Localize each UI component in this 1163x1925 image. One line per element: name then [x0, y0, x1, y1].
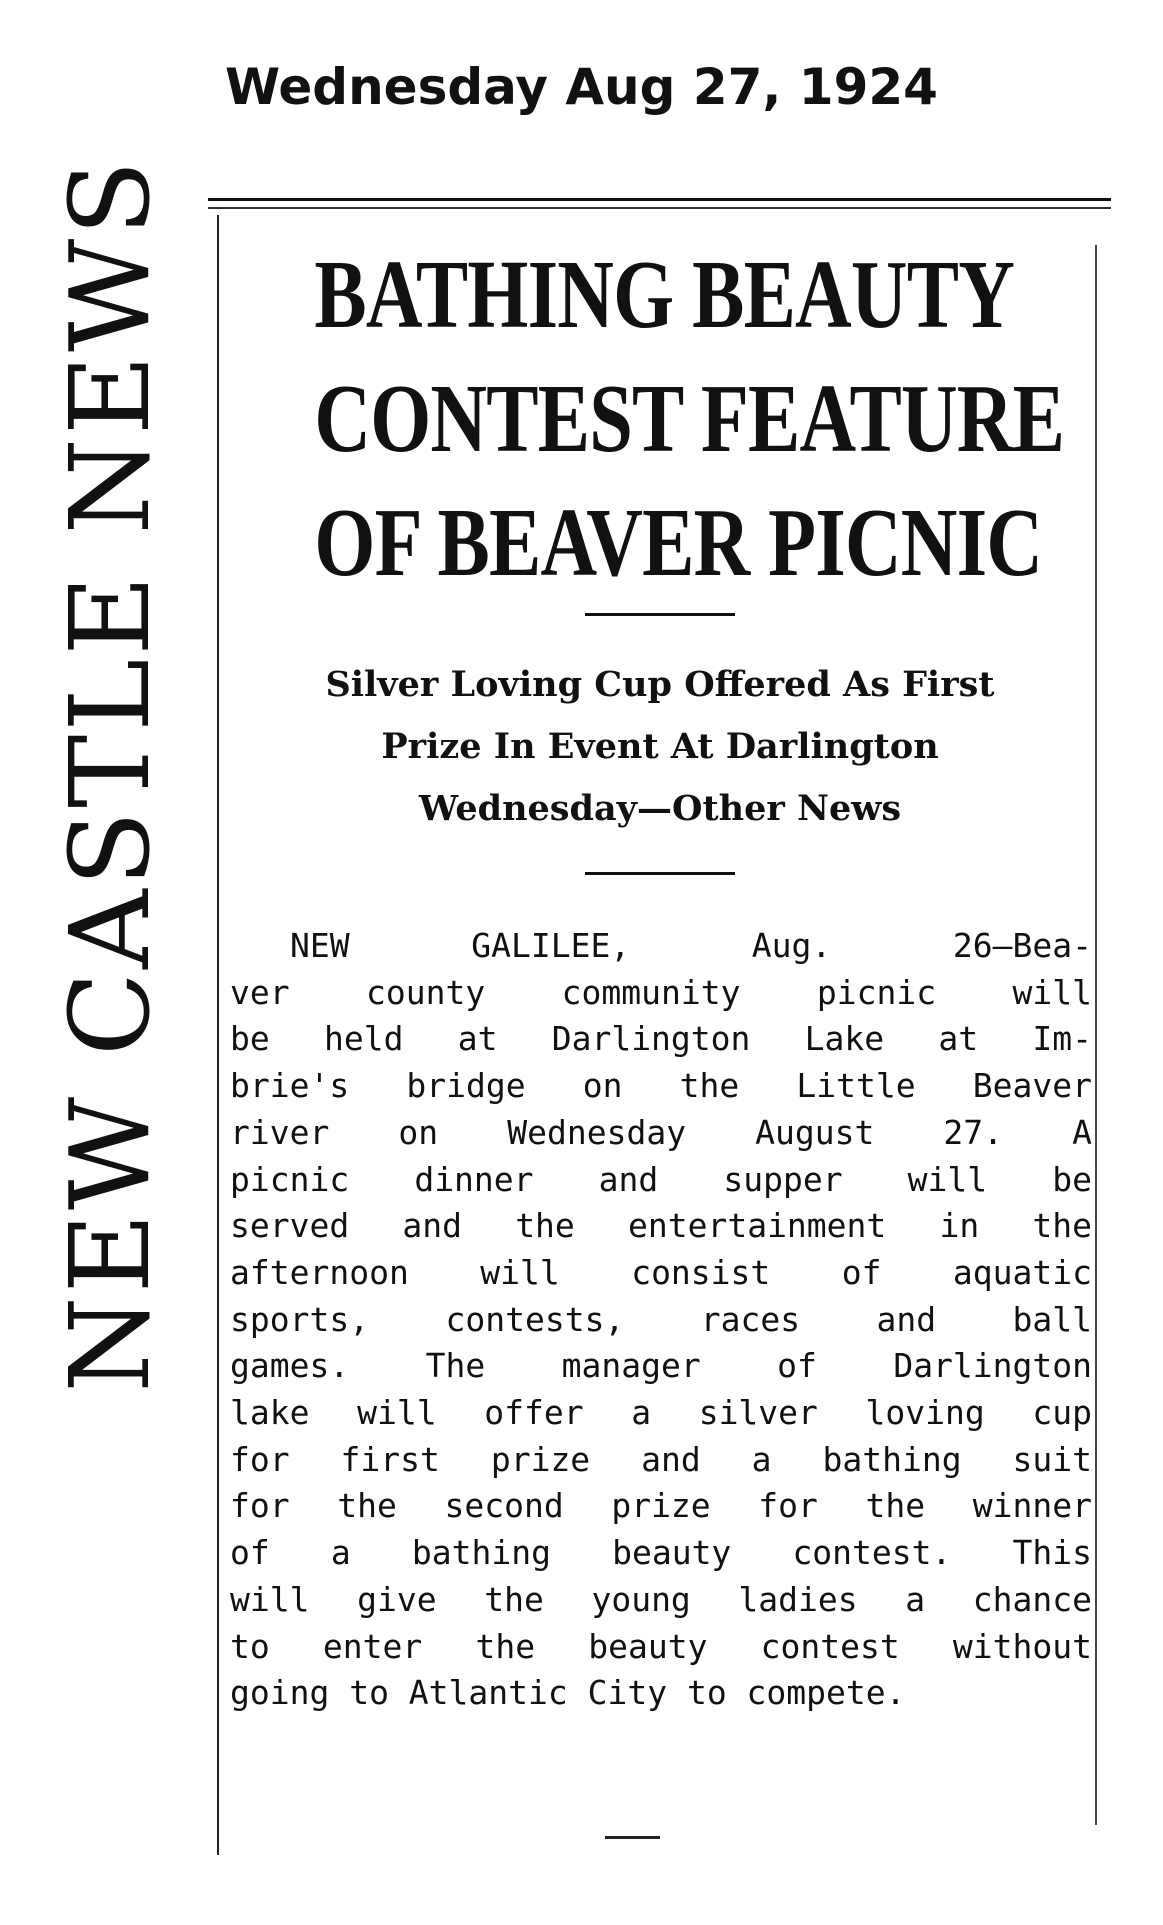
top-rule	[208, 198, 1111, 201]
subhead-line-3: Wednesday—Other News	[418, 788, 902, 829]
body-line: ver county community picnic will	[230, 972, 1092, 1012]
body-line: river on Wednesday August 27. A	[230, 1112, 1092, 1152]
article-body	[228, 923, 1092, 1717]
newspaper-masthead	[40, 60, 180, 1490]
body-line: afternoon will consist of aquatic	[230, 1252, 1092, 1292]
body-line: sports, contests, races and ball	[230, 1299, 1092, 1339]
article-subhead	[228, 654, 1092, 840]
publication-date: Wednesday Aug 27, 1924	[225, 58, 938, 116]
body-line: served and the entertainment in the	[230, 1206, 1092, 1246]
body-line: games. The manager of Darlington	[230, 1346, 1092, 1386]
column-rule-left	[217, 215, 219, 1855]
body-line: be held at Darlington Lake at Im-	[230, 1019, 1092, 1059]
body-line: will give the young ladies a chance	[230, 1579, 1092, 1619]
article-end-mark	[605, 1836, 660, 1839]
body-line: brie's bridge on the Little Beaver	[230, 1066, 1092, 1106]
news-article	[228, 215, 1092, 1717]
body-line: for the second prize for the winner	[230, 1486, 1092, 1526]
top-rule-secondary	[208, 207, 1111, 209]
body-line: of a bathing beauty contest. This	[230, 1533, 1092, 1573]
body-line: to enter the beauty contest without	[230, 1626, 1092, 1666]
subhead-divider	[585, 872, 735, 875]
column-rule-right	[1095, 245, 1097, 1825]
headline-divider	[585, 613, 735, 616]
article-headline	[314, 233, 1065, 605]
headline-line-1: BATHING BEAUTY	[314, 241, 1015, 349]
masthead-title: NEW CASTLE NEWS	[46, 157, 174, 1393]
body-line: picnic dinner and supper will be	[230, 1159, 1092, 1199]
body-line: for first prize and a bathing suit	[230, 1439, 1092, 1479]
body-line: lake will offer a silver loving cup	[230, 1393, 1092, 1433]
headline-line-2: CONTEST FEATURE	[314, 365, 1065, 473]
headline-line-3: OF BEAVER PICNIC	[314, 489, 1043, 597]
body-line: going to Atlantic City to compete.	[230, 1673, 906, 1713]
subhead-line-1: Silver Loving Cup Offered As First	[325, 664, 995, 705]
body-line: NEW GALILEE, Aug. 26—Bea-	[290, 926, 1092, 965]
subhead-line-2: Prize In Event At Darlington	[381, 726, 939, 767]
